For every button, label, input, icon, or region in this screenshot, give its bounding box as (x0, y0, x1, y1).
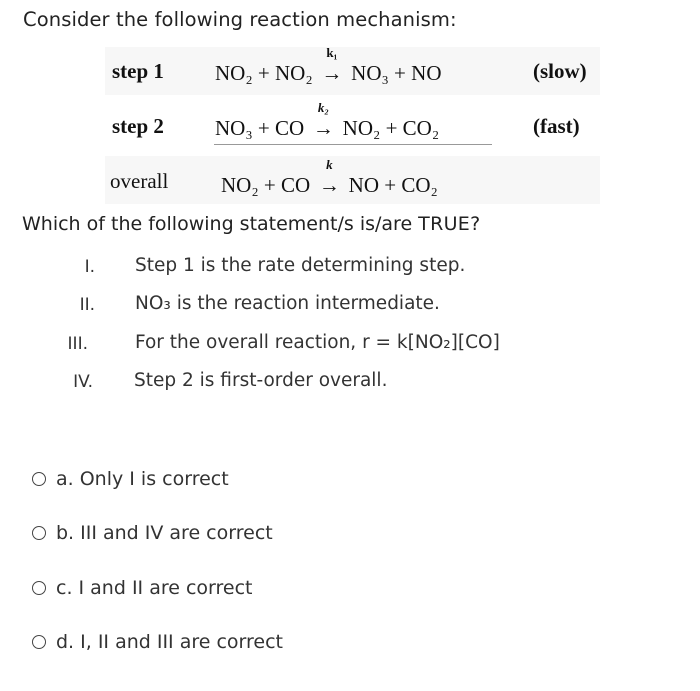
mechanism-row-overall (105, 156, 600, 204)
statement-text-3: For the overall reaction, r = k[NO₂][CO] (135, 332, 500, 353)
step2-speed: (fast) (533, 114, 580, 138)
step2-equation (215, 100, 440, 141)
step2-rate-constant: k₂ (317, 100, 329, 115)
option-d-label: d. I, II and III are correct (56, 631, 283, 653)
step2-underline (214, 144, 492, 145)
question-main: Which of the following statement/s is/are (22, 213, 419, 235)
overall-label: overall (110, 169, 169, 193)
option-b[interactable] (32, 522, 273, 544)
radio-icon[interactable] (32, 635, 46, 649)
step1-rate-constant: k₁ (326, 45, 338, 60)
option-b-label: b. III and IV are correct (56, 522, 273, 544)
statement-text-1: Step 1 is the rate determining step. (135, 255, 466, 276)
step1-arrow: k₁ → (321, 45, 343, 85)
option-a-label: a. Only I is correct (56, 468, 229, 490)
step2-arrow: k₂ → (312, 100, 334, 140)
statement-num-1: I. (84, 257, 95, 277)
step2-reactants: NO₃ + CO (215, 116, 305, 140)
radio-icon[interactable] (32, 472, 46, 486)
step1-label: step 1 (112, 59, 164, 83)
option-d[interactable] (32, 631, 283, 653)
step2-label: step 2 (112, 114, 164, 138)
overall-arrow: k → (318, 157, 340, 197)
option-c[interactable] (32, 577, 253, 599)
overall-rate-constant: k (326, 157, 333, 172)
question-emphasis: TRUE (418, 213, 471, 235)
overall-reactants: NO₂ + CO (221, 173, 311, 197)
question-end: ? (470, 213, 481, 235)
statement-text-2: NO₃ is the reaction intermediate. (135, 293, 440, 314)
step1-products: NO₃ + NO (351, 61, 442, 85)
radio-icon[interactable] (32, 581, 46, 595)
overall-products: NO + CO₂ (348, 173, 438, 197)
option-a[interactable] (32, 468, 229, 490)
statement-text-4: Step 2 is first-order overall. (134, 370, 388, 391)
radio-icon[interactable] (32, 526, 46, 540)
overall-equation (221, 157, 438, 198)
step1-speed: (slow) (533, 59, 587, 83)
mechanism-row-step1 (105, 47, 600, 95)
question-text (22, 213, 480, 235)
option-c-label: c. I and II are correct (56, 577, 253, 599)
step1-reactants: NO₂ + NO₂ (215, 61, 313, 85)
step1-equation (215, 45, 442, 86)
statement-num-2: II. (79, 295, 95, 315)
statement-num-4: IV. (73, 372, 93, 392)
statement-num-3: III. (67, 334, 88, 354)
step2-products: NO₂ + CO₂ (342, 116, 440, 140)
intro-text: Consider the following reaction mechanism: (23, 8, 457, 31)
